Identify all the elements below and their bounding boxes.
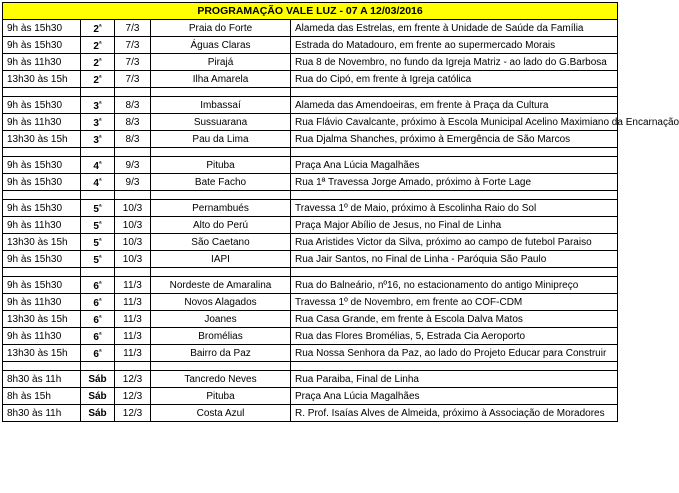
date-cell: 10/3 — [115, 234, 151, 251]
neighborhood-cell: São Caetano — [151, 234, 291, 251]
neighborhood-cell: Joanes — [151, 311, 291, 328]
address-cell: Rua das Flores Bromélias, 5, Estrada Cia Aeroporto — [291, 328, 618, 345]
weekday-cell: $3^ª$ — [81, 97, 115, 114]
address-cell: Rua Casa Grande, em frente à Escola Dalva Matos — [291, 311, 618, 328]
empty-cell — [291, 268, 618, 277]
schedule-row — [3, 174, 618, 191]
neighborhood-cell: Bate Facho — [151, 174, 291, 191]
weekday-cell: Sáb — [81, 388, 115, 405]
schedule-row — [3, 405, 618, 422]
group-separator-row — [3, 268, 618, 277]
address-cell: Rua Nossa Senhora da Paz, ao lado do Projeto Educar para Construir — [291, 345, 618, 362]
ordinal-mark: ª — [98, 331, 102, 339]
schedule-row — [3, 311, 618, 328]
weekday-cell: $2^ª$ — [81, 54, 115, 71]
time-cell: 9h às 11h30 — [3, 114, 81, 131]
weekday-cell: $3^ª$ — [81, 114, 115, 131]
schedule-row — [3, 37, 618, 54]
neighborhood-cell: Nordeste de Amaralina — [151, 277, 291, 294]
time-cell: 9h às 11h30 — [3, 294, 81, 311]
date-cell: 12/3 — [115, 405, 151, 422]
time-cell: 9h às 15h30 — [3, 200, 81, 217]
ordinal-mark: ª — [98, 74, 102, 82]
address-cell: Rua 8 de Novembro, no fundo da Igreja Matriz - ao lado do G.Barbosa — [291, 54, 618, 71]
neighborhood-cell: Novos Alagados — [151, 294, 291, 311]
date-cell: 12/3 — [115, 371, 151, 388]
address-cell: Alameda das Estrelas, em frente à Unidade de Saúde da Família — [291, 20, 618, 37]
schedule-title: PROGRAMAÇÃO VALE LUZ - 07 A 12/03/2016 — [3, 3, 618, 20]
group-separator-row — [3, 362, 618, 371]
ordinal-mark: ª — [98, 237, 102, 245]
neighborhood-cell: Pau da Lima — [151, 131, 291, 148]
address-cell: Estrada do Matadouro, em frente ao supermercado Morais — [291, 37, 618, 54]
date-cell: 7/3 — [115, 54, 151, 71]
date-cell: 7/3 — [115, 20, 151, 37]
date-cell: 8/3 — [115, 131, 151, 148]
ordinal-mark: ª — [98, 314, 102, 322]
schedule-row — [3, 328, 618, 345]
schedule-row — [3, 97, 618, 114]
schedule-row — [3, 294, 618, 311]
neighborhood-cell: Praia do Forte — [151, 20, 291, 37]
schedule-row — [3, 54, 618, 71]
empty-cell — [291, 191, 618, 200]
time-cell: 9h às 11h30 — [3, 328, 81, 345]
time-cell: 13h30 às 15h — [3, 311, 81, 328]
time-cell: 13h30 às 15h — [3, 345, 81, 362]
schedule-row — [3, 131, 618, 148]
weekday-cell: $2^ª$ — [81, 71, 115, 88]
neighborhood-cell: Costa Azul — [151, 405, 291, 422]
address-cell: Rua Aristides Victor da Silva, próximo ao campo de futebol Paraiso — [291, 234, 618, 251]
schedule-table — [2, 2, 679, 422]
schedule-row — [3, 277, 618, 294]
date-cell: 10/3 — [115, 200, 151, 217]
neighborhood-cell: Tancredo Neves — [151, 371, 291, 388]
schedule-row — [3, 345, 618, 362]
schedule-row — [3, 371, 618, 388]
address-cell: Rua do Balneário, nº16, no estacionamento do antigo Minipreço — [291, 277, 618, 294]
weekday-cell: $2^ª$ — [81, 20, 115, 37]
ordinal-mark: ª — [98, 220, 102, 228]
address-cell: Alameda das Amendoeiras, em frente à Praça da Cultura — [291, 97, 618, 114]
time-cell: 9h às 15h30 — [3, 251, 81, 268]
ordinal-mark: ª — [98, 297, 102, 305]
address-cell: Rua Paraiba, Final de Linha — [291, 371, 618, 388]
empty-cell — [291, 148, 618, 157]
time-cell: 9h às 15h30 — [3, 97, 81, 114]
group-separator-row — [3, 191, 618, 200]
address-cell: Praça Ana Lúcia Magalhães — [291, 388, 618, 405]
address-cell: Rua Flávio Cavalcante, próximo à Escola Municipal Acelino Maximiano da Encarnação — [291, 114, 618, 131]
time-cell: 8h30 às 11h — [3, 371, 81, 388]
schedule-row — [3, 234, 618, 251]
date-cell: 10/3 — [115, 251, 151, 268]
weekday-cell: $2^ª$ — [81, 37, 115, 54]
neighborhood-cell: Ilha Amarela — [151, 71, 291, 88]
empty-cell — [81, 268, 115, 277]
weekday-cell: Sáb — [81, 405, 115, 422]
empty-cell — [81, 362, 115, 371]
time-cell: 9h às 15h30 — [3, 277, 81, 294]
address-cell: Rua do Cipó, em frente à Igreja católica — [291, 71, 618, 88]
empty-cell — [3, 362, 81, 371]
neighborhood-cell: Pituba — [151, 388, 291, 405]
address-cell: Rua Djalma Shanches, próximo à Emergência de São Marcos — [291, 131, 618, 148]
neighborhood-cell: Bairro da Paz — [151, 345, 291, 362]
address-cell: Praça Major Abílio de Jesus, no Final de Linha — [291, 217, 618, 234]
ordinal-mark: ª — [98, 117, 102, 125]
weekday-cell: $5^ª$ — [81, 251, 115, 268]
date-cell: 11/3 — [115, 328, 151, 345]
time-cell: 9h às 15h30 — [3, 174, 81, 191]
empty-cell — [291, 88, 618, 97]
weekday-cell: $6^ª$ — [81, 311, 115, 328]
weekday-cell: $6^ª$ — [81, 328, 115, 345]
ordinal-mark: ª — [98, 160, 102, 168]
empty-cell — [291, 362, 618, 371]
neighborhood-cell: Sussuarana — [151, 114, 291, 131]
time-cell: 9h às 11h30 — [3, 217, 81, 234]
date-cell: 7/3 — [115, 37, 151, 54]
empty-cell — [151, 88, 291, 97]
schedule-row — [3, 157, 618, 174]
weekday-cell: $3^ª$ — [81, 131, 115, 148]
title-row — [3, 3, 618, 20]
time-cell: 9h às 11h30 — [3, 54, 81, 71]
neighborhood-cell: Bromélias — [151, 328, 291, 345]
schedule-row — [3, 217, 618, 234]
weekday-cell: $5^ª$ — [81, 234, 115, 251]
date-cell: 10/3 — [115, 217, 151, 234]
date-cell: 9/3 — [115, 157, 151, 174]
group-separator-row — [3, 88, 618, 97]
ordinal-mark: ª — [98, 177, 102, 185]
empty-cell — [151, 362, 291, 371]
ordinal-mark: ª — [98, 134, 102, 142]
time-cell: 13h30 às 15h — [3, 234, 81, 251]
empty-cell — [115, 88, 151, 97]
empty-cell — [115, 362, 151, 371]
date-cell: 7/3 — [115, 71, 151, 88]
empty-cell — [115, 191, 151, 200]
address-cell: Travessa 1º de Novembro, em frente ao COF-CDM — [291, 294, 618, 311]
ordinal-mark: ª — [98, 40, 102, 48]
neighborhood-cell: Pituba — [151, 157, 291, 174]
neighborhood-cell: Pirajá — [151, 54, 291, 71]
time-cell: 13h30 às 15h — [3, 131, 81, 148]
ordinal-mark: ª — [98, 254, 102, 262]
schedule-row — [3, 200, 618, 217]
address-cell: R. Prof. Isaías Alves de Almeida, próximo à Associação de Moradores — [291, 405, 618, 422]
time-cell: 9h às 15h30 — [3, 37, 81, 54]
ordinal-mark: ª — [98, 23, 102, 31]
empty-cell — [81, 88, 115, 97]
empty-cell — [81, 148, 115, 157]
time-cell: 8h30 às 11h — [3, 405, 81, 422]
date-cell: 8/3 — [115, 114, 151, 131]
weekday-cell: $6^ª$ — [81, 294, 115, 311]
weekday-cell: $6^ª$ — [81, 345, 115, 362]
weekday-cell: $6^ª$ — [81, 277, 115, 294]
weekday-cell: Sáb — [81, 371, 115, 388]
neighborhood-cell: Alto do Perú — [151, 217, 291, 234]
neighborhood-cell: Imbassaí — [151, 97, 291, 114]
time-cell: 13h30 às 15h — [3, 71, 81, 88]
empty-cell — [3, 148, 81, 157]
empty-cell — [151, 148, 291, 157]
ordinal-mark: ª — [98, 57, 102, 65]
empty-cell — [3, 88, 81, 97]
date-cell: 12/3 — [115, 388, 151, 405]
date-cell: 11/3 — [115, 311, 151, 328]
date-cell: 9/3 — [115, 174, 151, 191]
ordinal-mark: ª — [98, 280, 102, 288]
neighborhood-cell: Pernambués — [151, 200, 291, 217]
empty-cell — [151, 268, 291, 277]
neighborhood-cell: Águas Claras — [151, 37, 291, 54]
ordinal-mark: ª — [98, 100, 102, 108]
empty-cell — [81, 191, 115, 200]
schedule-row — [3, 114, 618, 131]
schedule-row — [3, 388, 618, 405]
address-cell: Praça Ana Lúcia Magalhães — [291, 157, 618, 174]
date-cell: 11/3 — [115, 345, 151, 362]
ordinal-mark: ª — [98, 203, 102, 211]
weekday-cell: $5^ª$ — [81, 200, 115, 217]
empty-cell — [3, 191, 81, 200]
time-cell: 9h às 15h30 — [3, 20, 81, 37]
group-separator-row — [3, 148, 618, 157]
address-cell: Rua 1ª Travessa Jorge Amado, próximo à Forte Lage — [291, 174, 618, 191]
empty-cell — [115, 148, 151, 157]
time-cell: 8h às 15h — [3, 388, 81, 405]
weekday-cell: $4^ª$ — [81, 157, 115, 174]
address-cell: Travessa 1º de Maio, próximo à Escolinha Raio do Sol — [291, 200, 618, 217]
date-cell: 8/3 — [115, 97, 151, 114]
empty-cell — [115, 268, 151, 277]
neighborhood-cell: IAPI — [151, 251, 291, 268]
empty-cell — [151, 191, 291, 200]
empty-cell — [3, 268, 81, 277]
weekday-cell: $5^ª$ — [81, 217, 115, 234]
time-cell: 9h às 15h30 — [3, 157, 81, 174]
date-cell: 11/3 — [115, 294, 151, 311]
address-cell: Rua Jair Santos, no Final de Linha - Paróquia São Paulo — [291, 251, 618, 268]
ordinal-mark: ª — [98, 348, 102, 356]
schedule-row — [3, 251, 618, 268]
weekday-cell: $4^ª$ — [81, 174, 115, 191]
date-cell: 11/3 — [115, 277, 151, 294]
schedule-row — [3, 71, 618, 88]
schedule-row — [3, 20, 618, 37]
